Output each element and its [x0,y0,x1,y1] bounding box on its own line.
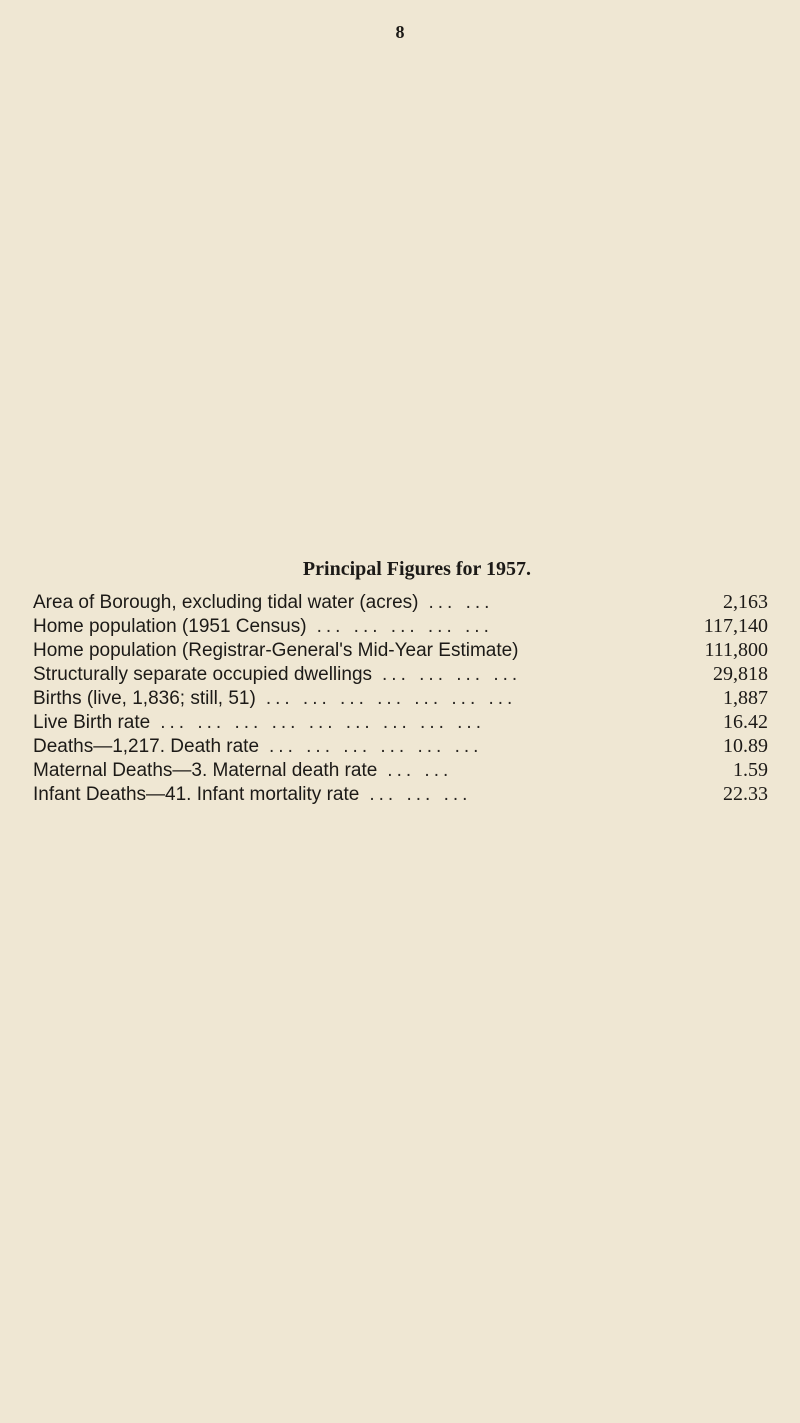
figure-value: 22.33 [723,783,768,805]
figure-value: 2,163 [723,591,768,613]
dot-leader: ... ... ... ... [382,664,522,685]
figure-label: Structurally separate occupied dwellings [33,664,373,685]
figure-value: 1,887 [723,687,768,709]
figure-row-live-birth-rate [33,710,768,734]
figure-label: Maternal Deaths—3. Maternal death rate [33,760,378,781]
figure-row-census-population [33,614,768,638]
figure-value: 29,818 [713,663,768,685]
figure-value: 117,140 [703,615,768,637]
figure-value: 111,800 [704,639,768,661]
dot-leader: ... ... [428,592,494,613]
figure-label: Home population (1951 Census) [33,616,307,637]
dot-leader: ... ... [387,760,453,781]
figure-label: Live Birth rate [33,712,151,733]
figure-label: Home population (Registrar-General's Mid-Year Estimate) [33,640,519,661]
dot-leader: ... ... ... ... ... ... ... ... ... [160,712,485,733]
figure-row-infant-mortality-rate [33,782,768,806]
dot-leader: ... ... ... ... ... ... [269,736,483,757]
dot-leader: ... ... ... [369,784,472,805]
figure-value: 16.42 [723,711,768,733]
figure-value: 1.59 [733,759,768,781]
figure-label: Deaths—1,217. Death rate [33,736,260,757]
figure-value: 10.89 [723,735,768,757]
figure-label: Area of Borough, excluding tidal water (acres) [33,592,419,613]
dot-leader: ... ... ... ... ... [316,616,493,637]
principal-figures-list [33,590,768,806]
section-heading: Principal Figures for 1957. [302,558,532,580]
figure-row-area [33,590,768,614]
page-number: 8 [395,22,405,42]
figure-label: Births (live, 1,836; still, 51) [33,688,256,709]
figure-row-births [33,686,768,710]
figure-row-dwellings [33,662,768,686]
figure-row-estimated-population [33,638,768,662]
figure-label: Infant Deaths—41. Infant mortality rate [33,784,360,805]
figure-row-maternal-death-rate [33,758,768,782]
figure-row-death-rate [33,734,768,758]
dot-leader: ... ... ... ... ... ... ... [265,688,517,709]
